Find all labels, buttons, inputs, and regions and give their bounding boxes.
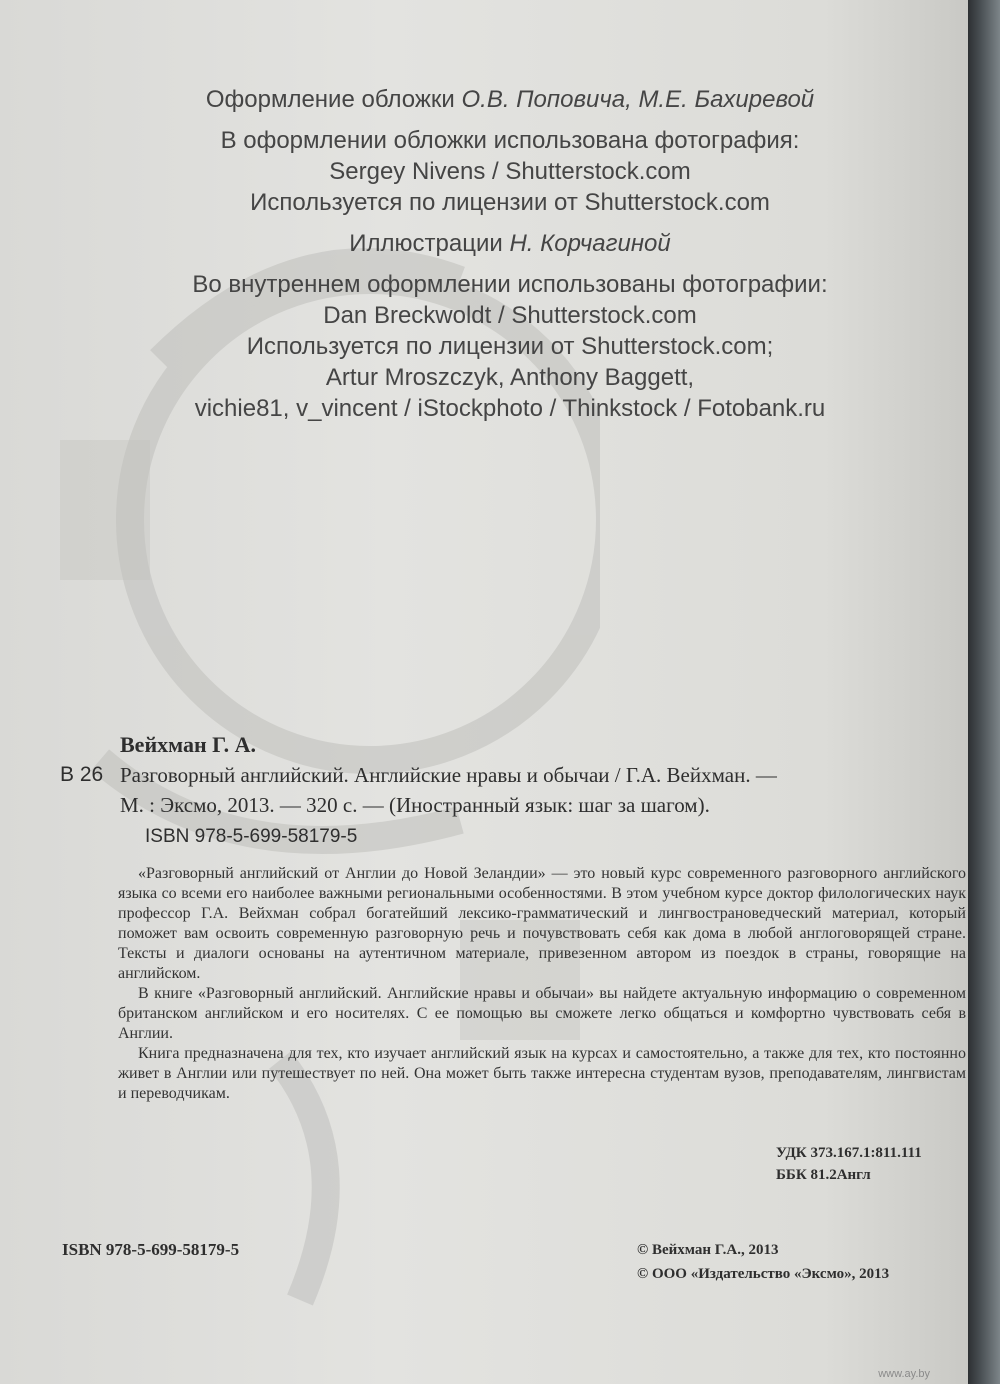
copyright-publisher: © ООО «Издательство «Эксмо», 2013 — [637, 1266, 890, 1282]
catalog-isbn: ISBN 978-5-699-58179-5 — [145, 826, 358, 847]
inner-photo-line: Dan Breckwoldt / Shutterstock.com — [323, 302, 697, 329]
book-edge — [968, 0, 1000, 1384]
author-code: В 26 — [60, 763, 104, 786]
inner-photo-line: Artur Mroszczyk, Anthony Baggett, — [325, 364, 695, 391]
cover-designers: О.В. Поповича, М.Е. Бахиревой — [461, 86, 815, 113]
inner-photo-line: vichie81, v_vincent / iStockphoto / Thinkstock / Fotobank.ru — [194, 395, 826, 422]
annotation-paragraph: В книге «Разговорный английский. Английские нравы и обычаи» вы найдете актуальную информацию о современном британском английском и его носителях. С ее помощью вы сможете легко общаться и комфортно чувствовать себя в Англии. — [118, 985, 966, 1042]
bib-line: Разговорный английский. Английские нравы и обычаи / Г.А. Вейхман. — — [120, 763, 777, 787]
inner-photo-line: Используется по лицензии от Shutterstock.com; — [246, 333, 774, 360]
site-watermark: www.ay.by — [878, 1368, 930, 1380]
bibliographic-description — [120, 760, 950, 820]
annotation-paragraph: Книга предназначена для тех, кто изучает английский язык на курсах и самостоятельно, а также для тех, кто постоянно живет в Англии или путешествует по ней. Она может быть также интересна студентам вузов, преподавателям, лингвистам и переводчикам. — [118, 1045, 966, 1102]
annotation-paragraph: «Разговорный английский от Англии до Новой Зеландии» — это новый курс современного разговорного английского языка со всеми его наиболее важными региональными особенностями. В этом учебном курсе доктор филологических наук профессор Г.А. Вейхман собрал богатейший лексико-грамматический и лингвострановедческий материал, который поможет вам освоить современную разговорную речь и почувствовать себя как дома в любой англоговорящей стране. Тексты и диалоги основаны на аутентичном материале, привезенном автором из поездок в страны, говорящие на английском. — [118, 865, 966, 982]
catalog-record — [60, 730, 966, 1104]
inner-photo-credit — [180, 269, 840, 424]
illustrator: Н. Корчагиной — [509, 230, 671, 257]
classification-codes — [776, 1142, 922, 1186]
catalog-author: Вейхман Г. А. — [120, 732, 257, 757]
bbk-code: ББК 81.2Англ — [776, 1167, 871, 1183]
footer-isbn: ISBN 978-5-699-58179-5 — [62, 1240, 240, 1259]
cover-photo-credit — [180, 125, 840, 218]
credits-block — [180, 84, 840, 434]
cover-photo-line: Sergey Nivens / Shutterstock.com — [329, 158, 691, 185]
bib-line: М. : Эксмо, 2013. — 320 с. — (Иностранный язык: шаг за шагом). — [120, 793, 710, 817]
illustrations-credit — [180, 228, 840, 259]
cover-photo-line: В оформлении обложки использована фотография: — [220, 127, 800, 154]
illustrations-label: Иллюстрации — [349, 230, 503, 257]
udk-code: УДК 373.167.1:811.111 — [776, 1145, 922, 1161]
cover-design-label: Оформление обложки — [205, 86, 455, 113]
copyright-block — [637, 1238, 889, 1286]
annotation — [118, 864, 966, 1104]
cover-photo-line: Используется по лицензии от Shutterstock.com — [250, 189, 770, 216]
cover-design-credit — [180, 84, 840, 115]
inner-photo-line: Во внутреннем оформлении использованы фотографии: — [192, 271, 828, 298]
copyright-author: © Вейхман Г.А., 2013 — [637, 1242, 779, 1258]
